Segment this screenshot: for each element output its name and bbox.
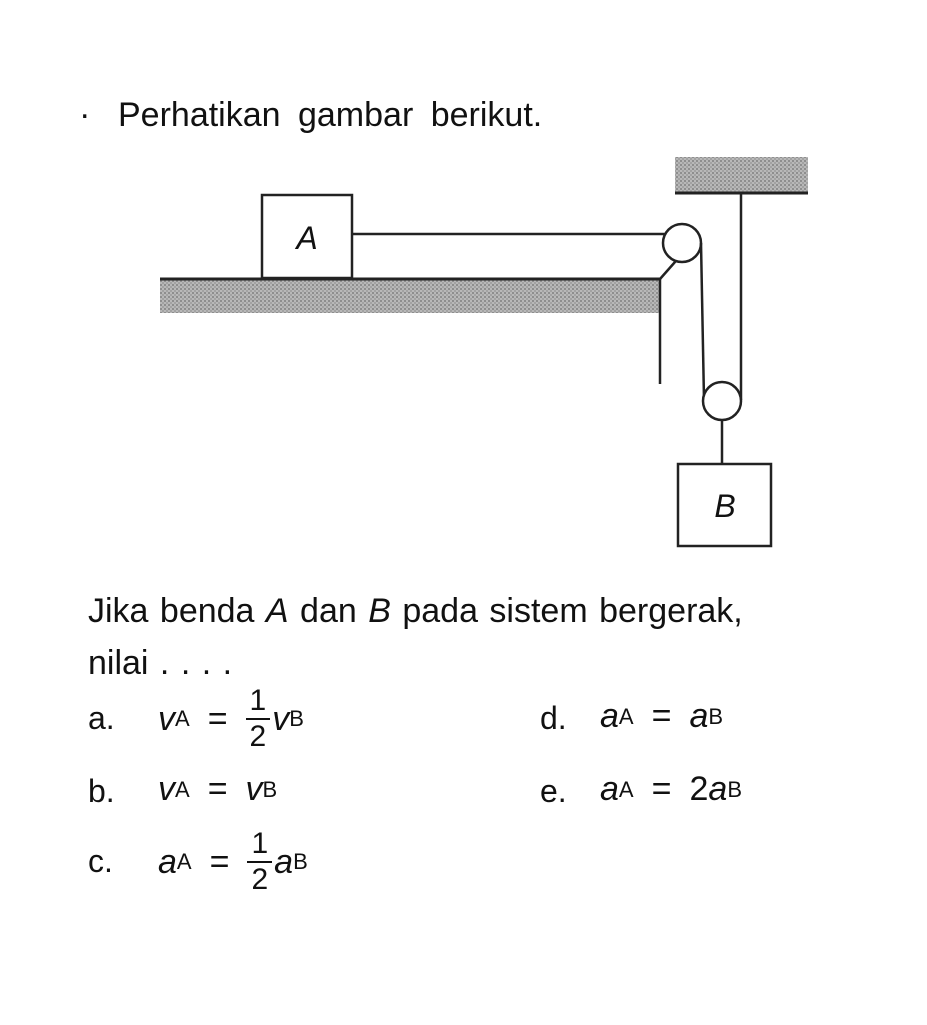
fixed-pulley: [663, 224, 701, 262]
question-marker: .: [80, 88, 90, 126]
option-e-letter: e.: [540, 773, 567, 809]
option-e-expression[interactable]: a A = 2 a B: [600, 770, 742, 808]
question-stem-line-1: Jika benda A dan B pada sistem bergerak,: [88, 592, 743, 630]
option-c-letter: c.: [88, 843, 113, 879]
option-b-letter: b.: [88, 773, 115, 809]
question-stem: [88, 585, 743, 689]
ceiling-surface: [675, 157, 808, 193]
option-d-letter: d.: [540, 700, 567, 736]
option-c-expression[interactable]: a A = $\frac{1}{2}$ a B: [158, 827, 308, 896]
fraction-one-half: $\frac{1}{2}$: [247, 827, 272, 897]
option-b-expression[interactable]: v A = v B: [158, 770, 278, 808]
question-stem-line-2: nilai . . . .: [88, 644, 233, 682]
block-b-label: B: [714, 488, 736, 524]
movable-pulley: [703, 382, 741, 420]
option-a-letter: a.: [88, 700, 115, 736]
question-intro: Perhatikan gambar berikut.: [118, 96, 543, 134]
variable-b: B: [368, 592, 391, 630]
fraction-one-half: $\frac{1}{2}$: [246, 684, 271, 754]
string-left-segment: [701, 243, 704, 400]
block-a-label: A: [296, 220, 318, 256]
option-d-expression[interactable]: a A = a B: [600, 697, 724, 735]
option-a-expression[interactable]: v A = $\frac{1}{2}$ v B: [158, 684, 304, 753]
table-surface: [160, 279, 660, 313]
variable-a: A: [265, 592, 289, 630]
